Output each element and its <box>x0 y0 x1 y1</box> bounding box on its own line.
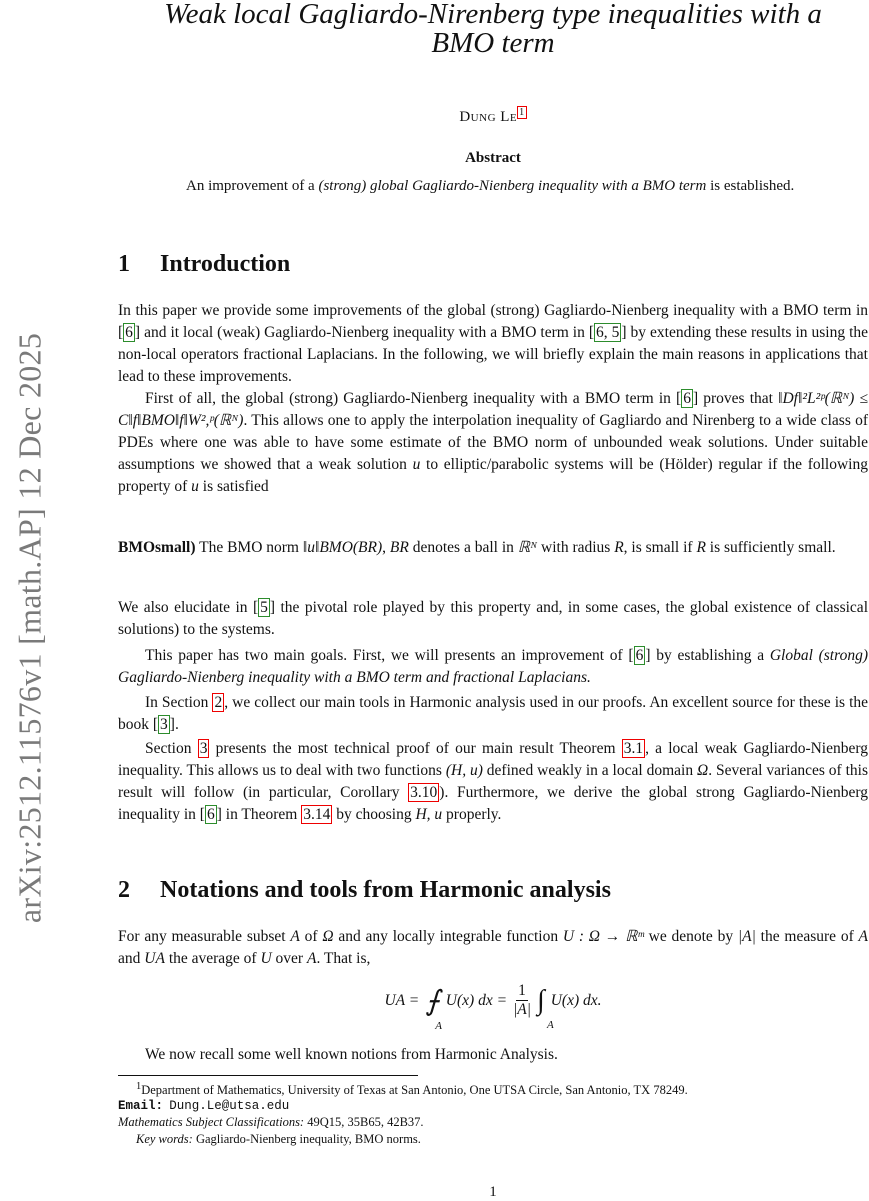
math-a: A <box>290 928 300 945</box>
gn-inequality-math: ‖Df‖²L²ᵖ(ℝᴺ) ≤ C‖f‖BMO‖f‖W²,ᵖ(ℝᴺ) <box>118 390 868 429</box>
notation-paragraph-2: We now recall some well known notions from Harmonic Analysis. <box>145 1046 558 1063</box>
citation-link[interactable]: 6, 5 <box>596 324 620 341</box>
author-name: Dung Le <box>459 109 518 125</box>
s2p1-text-b: of <box>299 928 323 945</box>
p3-text-a: We also elucidate in <box>118 599 253 616</box>
s2p1-text-d: we denote by <box>643 928 738 945</box>
p6-text-c: , a local weak Gagliardo-Nienberg inequality. This allows us to deal with two functions <box>118 740 869 779</box>
intro-paragraph-4: This paper has two main goals. First, we will presents an improvement of [ 6 ] by establishing a Global (strong) Gagliardo-Nienberg inequality with a BMO term and fractional Laplacians. <box>118 647 868 686</box>
intro-paragraph-6: Section 3 presents the most technical proof of our main result Theorem 3.1 , a local weak Gagliardo-Nienberg inequality. This allows us to deal with two functions (H, u) defined weakly in a local domain Ω. Several variances of this result will follow (in particular, Corollary 3.10 ). Furthermore, we derive the global strong Gagliardo-Nienberg inequality in [ 6 ] in Theorem 3.14 by choosing H, u properly. <box>118 740 869 823</box>
math-measure-a: |A| <box>737 928 756 945</box>
p5-text-a: In Section <box>145 694 213 711</box>
abstract-text-italic: (strong) global Gagliardo-Nienberg inequality with a BMO term <box>318 178 707 194</box>
p6-text-h: by choosing <box>332 806 416 823</box>
math-a: A <box>306 950 317 967</box>
s2p1-text-i: . That is, <box>316 950 371 967</box>
keywords-label: Key words: <box>136 1132 193 1146</box>
p2-text-c: . This allows one to apply the interpolation inequality of Gagliardo and Nirenberg to a wide class of PDEs where one was able to have some estimate of the BMO norm of unbounded weak solutions. Under suitable assumptions we showed that a weak solution <box>118 412 868 473</box>
p6-text-g: in Theorem <box>221 806 302 823</box>
citation-link[interactable]: 6 <box>635 647 644 664</box>
section-1-heading <box>118 251 290 278</box>
bmo-text-c: denotes a ball in <box>408 539 518 556</box>
math-omega: Ω <box>322 928 334 945</box>
section-2-number: 2 <box>118 877 130 903</box>
math-u: u <box>412 456 421 473</box>
math-hu: H, u <box>415 806 443 823</box>
abstract-text <box>162 176 827 197</box>
footnote-email <box>118 1097 868 1114</box>
integral-subscript: A <box>435 1019 442 1032</box>
s2p1-text-g: the average of <box>164 950 261 967</box>
p6-text-d: defined weakly in a local domain <box>482 762 697 779</box>
radius-math: R <box>614 539 624 556</box>
p2-text-e: is satisfied <box>198 478 269 495</box>
average-integral-symbol <box>425 984 442 1032</box>
section-1-title: Introduction <box>160 251 291 277</box>
avg-integral-glyph: ⨍ <box>425 985 440 1017</box>
s2p1-text-f: and <box>118 950 145 967</box>
p1-text-c: by extending these results in using the non-local operators fractional Laplacians. In the following, we will briefly explain the main reasons in applications that lead to these improvements. <box>118 324 869 385</box>
p6-text-a: Section <box>145 740 198 757</box>
p3-text-b: the pivotal role played by this property and, in some cases, the global existence of classical solutions) to the systems. <box>118 599 868 638</box>
email-label: Email: <box>118 1099 164 1113</box>
section-1-number: 1 <box>118 251 130 277</box>
footnote-marker: 1 <box>136 1081 142 1092</box>
theorem-link[interactable]: 3.1 <box>623 740 644 757</box>
msc-codes: 49Q15, 35B65, 42B37. <box>304 1115 424 1129</box>
p6-text-f: ). Furthermore, we derive the global strong Gagliardo-Nienberg inequality in <box>118 784 868 823</box>
abstract-heading: Abstract <box>465 150 521 166</box>
abstract-text-a: An improvement of a <box>186 178 319 194</box>
formula-integrand-2: U(x) dx. <box>550 991 602 1009</box>
ball-math: BR <box>389 539 409 556</box>
p1-text-a: In this paper we provide some improvements of the global (strong) Gagliardo-Nienberg inequality with a BMO term in <box>118 302 868 319</box>
bmo-norm-math: ‖u‖BMO(BR) <box>302 539 383 556</box>
fraction-numerator: 1 <box>518 982 526 999</box>
s2p1-text-e: the measure of <box>755 928 859 945</box>
p2-text-a: First of all, the global (strong) Gagliardo-Nienberg inequality with a BMO term in <box>145 390 677 407</box>
bmo-text-f: is sufficiently small. <box>705 539 836 556</box>
bmosmall-label: BMOsmall) <box>118 539 196 556</box>
intro-paragraph-5: In Section 2 , we collect our main tools in Harmonic analysis used in our proofs. An excellent source for these is the book [ 3 ]. <box>118 694 869 733</box>
math-u: u <box>191 478 199 495</box>
footnote-divider <box>118 1075 418 1076</box>
notation-paragraph-1 <box>118 926 868 970</box>
p2-text-d: to elliptic/parabolic systems will be (Hölder) regular if the following property of <box>118 456 868 495</box>
bmo-text-d: with radius <box>537 539 615 556</box>
page-number: 1 <box>489 1184 497 1200</box>
rn-math: ℝᴺ <box>517 539 538 556</box>
math-omega: Ω <box>696 762 709 779</box>
bmo-text-a: The BMO norm <box>195 539 303 556</box>
msc-label: Mathematics Subject Classifications: <box>118 1115 305 1129</box>
s2p1-text-h: over <box>271 950 307 967</box>
p5-text-c: . <box>174 716 179 733</box>
citation-link[interactable]: 3 <box>160 716 168 733</box>
section-link[interactable]: 3 <box>199 740 208 757</box>
math-a: A <box>858 928 868 945</box>
p6-text-b: presents the most technical proof of our main result Theorem <box>209 740 622 757</box>
p4-text-italic: Global (strong) Gagliardo-Nienberg inequality with a BMO term and fractional Laplacians. <box>118 647 868 686</box>
abstract-text-b: is established. <box>706 178 795 194</box>
title-line-1: Weak local Gagliardo-Nirenberg type inequalities with a <box>164 0 822 30</box>
paper-title <box>118 0 868 58</box>
math-function-u: U : Ω → ℝᵐ <box>562 928 644 945</box>
average-formula <box>118 982 868 1032</box>
arxiv-identifier: arXiv:2512.11576v1 [math.AP] 12 Dec 2025 <box>11 332 48 924</box>
email-address[interactable]: Dung.Le@utsa.edu <box>169 1099 290 1113</box>
footnote-keywords <box>118 1131 868 1147</box>
formula-lhs: UA = <box>384 991 420 1009</box>
p4-text-a: This paper has two main goals. First, we will presents an improvement of <box>145 647 629 664</box>
intro-paragraph-1: In this paper we provide some improvements of the global (strong) Gagliardo-Nienberg inequality with a BMO term in [ 6 ] and it local (weak) Gagliardo-Nienberg inequality with a BMO term in [ 6, 5 ] by extending these results in using the non-local operators fractional Laplacians. In the following, we will briefly explain the main reasons in applications that lead to these improvements. <box>118 302 869 385</box>
p6-text-e: . Several variances of this result will follow (in particular, Corollary <box>118 762 868 801</box>
integral-symbol <box>537 984 554 1031</box>
arxiv-identifier-stamp <box>0 0 60 1200</box>
citation-link[interactable]: 5 <box>260 599 268 616</box>
integral-subscript: A <box>547 1018 554 1031</box>
section-link[interactable]: 2 <box>214 694 223 711</box>
math-ua: UA <box>144 950 165 967</box>
p5-text-b: , we collect our main tools in Harmonic analysis used in our proofs. An excellent source for these is the book <box>118 694 869 733</box>
s2p1-text-a: For any measurable subset <box>118 928 291 945</box>
fraction-denominator: |A| <box>513 1001 532 1018</box>
citation-link[interactable]: 6 <box>206 806 215 823</box>
citation-link[interactable]: 6 <box>125 324 133 341</box>
section-2-heading <box>118 877 611 904</box>
s2p1-text-c: and any locally integrable function <box>333 928 563 945</box>
radius-math: R <box>696 539 706 556</box>
p6-text-i: properly. <box>442 806 502 823</box>
bmo-text-b: , <box>382 539 390 556</box>
author-line <box>118 107 868 126</box>
p4-text-b: by establishing a <box>650 647 770 664</box>
formula-fraction <box>513 982 531 1019</box>
citation-link[interactable]: 6 <box>683 390 691 407</box>
paper-page <box>118 0 868 1200</box>
math-u: U <box>260 950 272 967</box>
keywords-text: Gagliardo-Nienberg inequality, BMO norms. <box>192 1132 421 1146</box>
p1-text-b: and it local (weak) Gagliardo-Nienberg inequality with a BMO term in <box>140 324 589 341</box>
bmo-text-e: , is small if <box>623 539 697 556</box>
math-hu: (H, u) <box>445 762 483 779</box>
corollary-link[interactable]: 3.10 <box>410 784 438 801</box>
author-footnote-link[interactable]: 1 <box>519 107 525 118</box>
footnote-msc <box>118 1114 868 1130</box>
title-line-2: BMO term <box>431 27 555 59</box>
formula-integrand-1: U(x) dx = <box>445 991 508 1009</box>
section-2-title: Notations and tools from Harmonic analysis <box>160 877 611 903</box>
p2-text-b: proves that <box>698 390 779 407</box>
theorem-link[interactable]: 3.14 <box>303 806 331 823</box>
footnote-affiliation <box>118 1079 868 1098</box>
integral-glyph: ∫ <box>537 984 545 1016</box>
intro-paragraph-2: First of all, the global (strong) Gagliardo-Nienberg inequality with a BMO term in [ 6 ] proves that ‖Df‖²L²ᵖ(ℝᴺ) ≤ C‖f‖BMO‖f‖W²,ᵖ(ℝᴺ). This allows one to apply the interpolation inequality of Gagliardo and Nirenberg to a wide class of PDEs where one was able to have some estimate of the BMO norm of unbounded weak solutions. Under suitable assumptions we showed that a weak solution u to elliptic/parabolic systems will be (Hölder) regular if the following property of u is satisfied <box>118 390 868 495</box>
affiliation-text: Department of Mathematics, University of Texas at San Antonio, One UTSA Circle, San Antonio, TX 78249. <box>141 1083 688 1098</box>
intro-paragraph-3: We also elucidate in [ 5 ] the pivotal role played by this property and, in some cases, the global existence of classical solutions) to the systems. <box>118 599 868 638</box>
bmosmall-property <box>118 536 868 560</box>
